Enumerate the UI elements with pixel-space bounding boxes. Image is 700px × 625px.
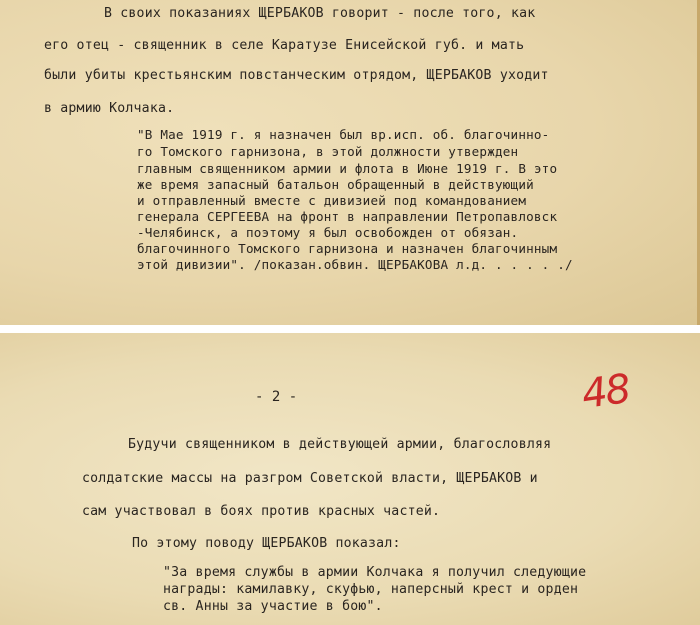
- archive-page-stamp: 48: [579, 365, 632, 419]
- quote-line-3: св. Анны за участие в бою".: [163, 599, 383, 614]
- quote-line-5: и отправленный вместе с дивизией под командованием: [137, 193, 527, 208]
- quote-line-8: благочинного Томского гарнизона и назначен благочинным: [137, 241, 558, 256]
- quote-line-6: генерала СЕРГЕЕВА на фронт в направлении Петропавловск: [137, 209, 558, 224]
- page-number: - 2 -: [255, 389, 298, 405]
- quote-line-3: главным священником армии и флота в Июне 1919 г. В это: [137, 161, 558, 176]
- quote-line-9: этой дивизии". /показан.обвин. ЩЕРБАКОВА л.д. . . . . ./: [137, 257, 573, 272]
- quote-line-1: "В Мае 1919 г. я назначен был вр.исп. об. благочинно-: [137, 127, 550, 142]
- body-line-2: его отец - священник в селе Каратузе Енисейской губ. и мать: [44, 38, 525, 53]
- body-line-3: были убиты крестьянским повстанческим отрядом, ЩЕРБАКОВ уходит: [44, 68, 549, 83]
- body-line-4: в армию Колчака.: [44, 101, 175, 116]
- quote-line-7: -Челябинск, а поэтому я был освобожден от обязан.: [137, 225, 519, 240]
- body-line-4: По этому поводу ЩЕРБАКОВ показал:: [132, 536, 401, 551]
- quote-line-1: "За время службы в армии Колчака я получил следующие: [163, 565, 587, 580]
- quote-line-2: го Томского гарнизона, в этой должности утвержден: [137, 144, 519, 159]
- body-line-2: солдатские массы на разгром Советской власти, ЩЕРБАКОВ и: [82, 471, 538, 486]
- body-line-1: В своих показаниях ЩЕРБАКОВ говорит - после того, как: [104, 6, 536, 21]
- quote-line-4: же время запасный батальон обращенный в действующий: [137, 177, 534, 192]
- body-line-1: Будучи священником в действующей армии, благословляя: [128, 437, 552, 452]
- document-page-2: [0, 333, 700, 625]
- body-line-3: сам участвовал в боях против красных частей.: [82, 504, 441, 519]
- quote-line-2: награды: камилавку, скуфью, наперсный крест и орден: [163, 582, 579, 597]
